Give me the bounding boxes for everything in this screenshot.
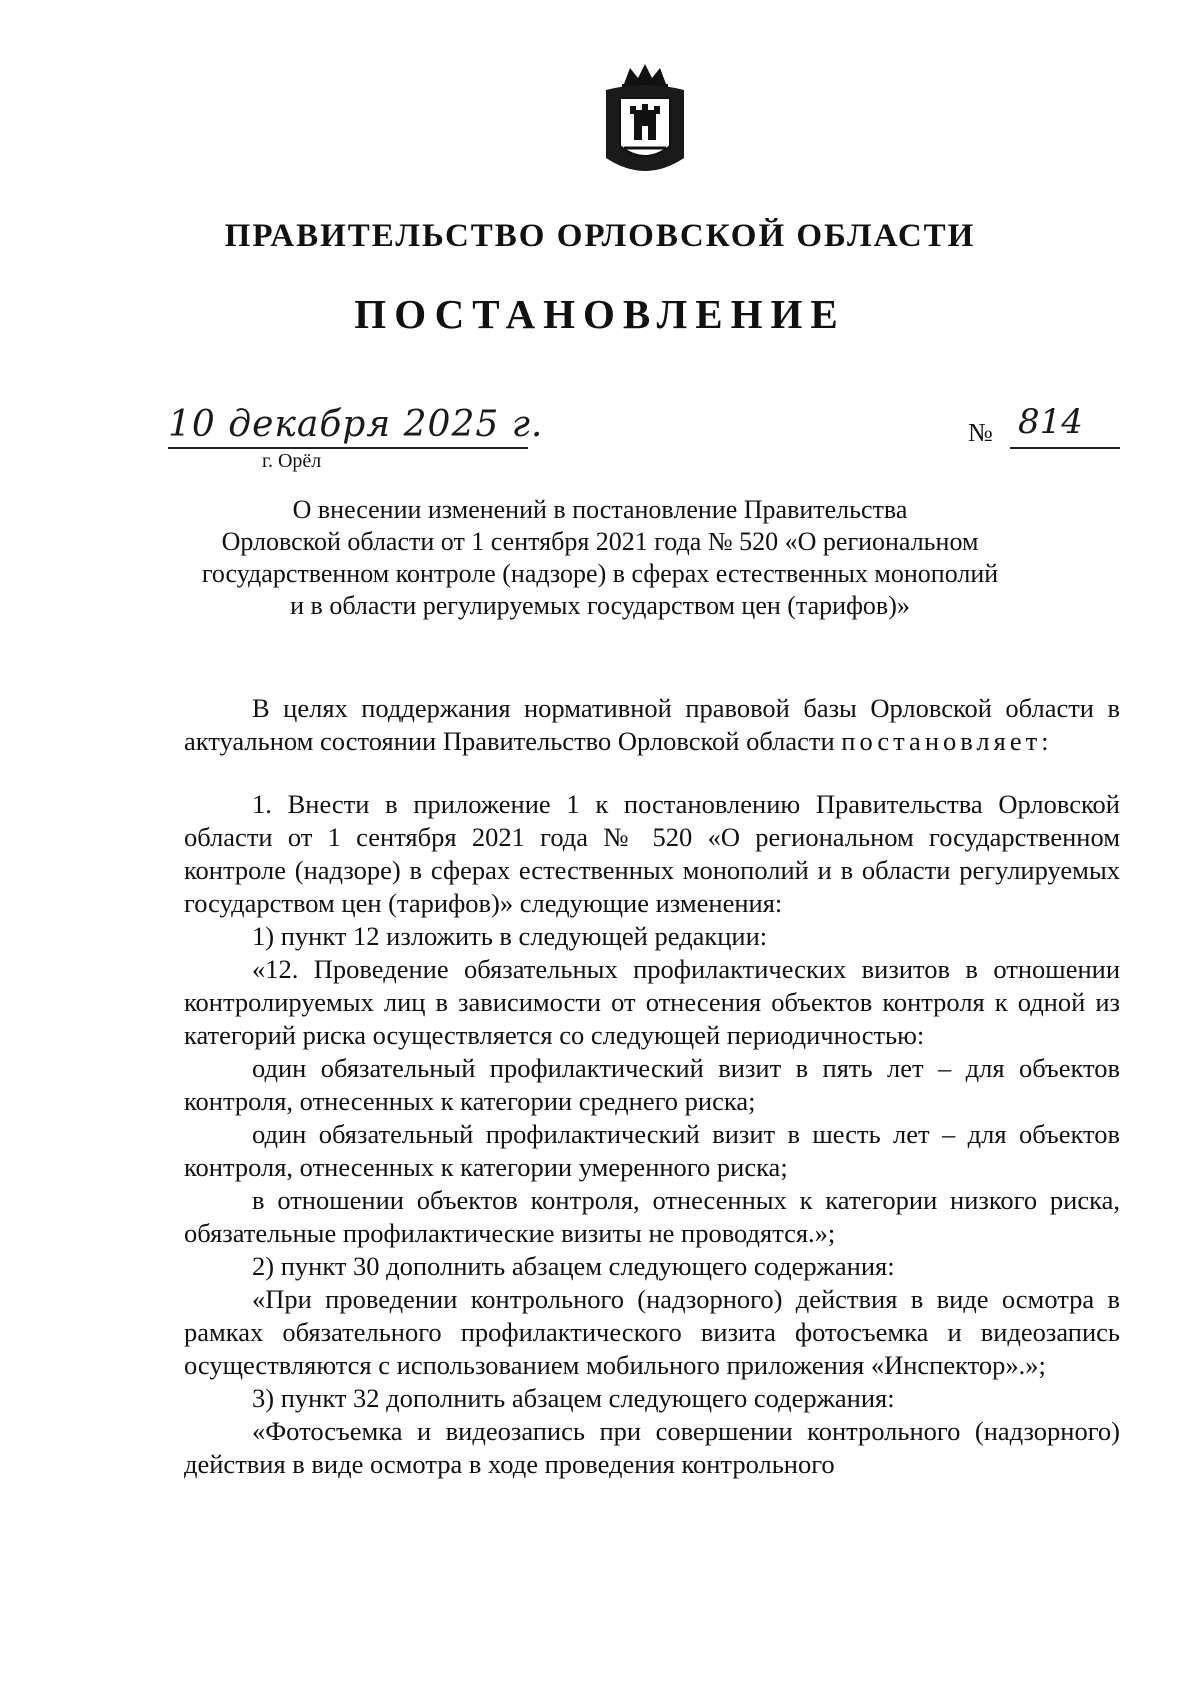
government-name: ПРАВИТЕЛЬСТВО ОРЛОВСКОЙ ОБЛАСТИ [224, 218, 976, 254]
city: г. Орёл [262, 450, 322, 472]
preamble-text: В целях поддержания нормативной правовой базы Орловской области в актуальном состоянии Правительство Орловской области [184, 693, 1120, 756]
paragraph-medium-risk: один обязательный профилактический визит в пять лет – для объектов контроля, отнесенных к категории среднего риска; [184, 1053, 1120, 1116]
paragraph-moderate-risk: один обязательный профилактический визит в шесть лет – для объектов контроля, отнесенных к категории умеренного риска; [184, 1119, 1120, 1182]
paragraph-quote-12: «12. Проведение обязательных профилактических визитов в отношении контролируемых лиц в зависимости от отнесения объектов контроля к одной из категорий риска осуществляется со следующей периодичностью: [184, 954, 1120, 1050]
handwritten-date: 10 декабря 2025 г. [168, 404, 544, 445]
title-line: и в области регулируемых государством цен (тарифов)» [290, 591, 910, 620]
document-title [150, 494, 1050, 622]
paragraph-1: 1. Внести в приложение 1 к постановлению Правительства Орловской области от 1 сентября 2021 года № 520 «О региональном государственном контроле (надзоре) в сферах естественных монополий и в области регулируемых государством цен (тарифов)» следующие изменения: [184, 789, 1120, 918]
title-line: Орловской области от 1 сентября 2021 года № 520 «О региональном [221, 527, 979, 556]
preamble [184, 692, 1120, 758]
number-underline [1010, 447, 1120, 449]
paragraph-quote-30: «При проведении контрольного (надзорного) действия в виде осмотра в рамках обязательного профилактического визита фотосъемка и видеозапись осуществляются с использованием мобильного приложения «Инспектор».»; [184, 1284, 1120, 1380]
number-label: № [968, 418, 993, 447]
title-line: государственном контроле (надзоре) в сферах естественных монополий [201, 559, 999, 588]
paragraph-quote-32: «Фотосъемка и видеозапись при совершении контрольного (надзорного) действия в виде осмотра в ходе проведения контрольного [184, 1416, 1120, 1479]
title-line: О внесении изменений в постановление Правительства [292, 495, 908, 524]
document-body [184, 692, 1120, 1481]
date-underline [168, 447, 528, 449]
paragraph-item-1: 1) пункт 12 изложить в следующей редакции: [252, 921, 768, 951]
paragraph-item-2: 2) пункт 30 дополнить абзацем следующего содержания: [252, 1251, 895, 1281]
document-type: ПОСТАНОВЛЕНИЕ [354, 291, 846, 337]
paragraph-low-risk: в отношении объектов контроля, отнесенных к категории низкого риска, обязательные профилактические визиты не проводятся.»; [184, 1185, 1120, 1248]
coat-of-arms-icon [600, 62, 690, 180]
handwritten-number: 814 [1018, 402, 1083, 442]
preamble-verb: постановляет: [841, 726, 1053, 756]
paragraph-item-3: 3) пункт 32 дополнить абзацем следующего содержания: [252, 1383, 895, 1413]
